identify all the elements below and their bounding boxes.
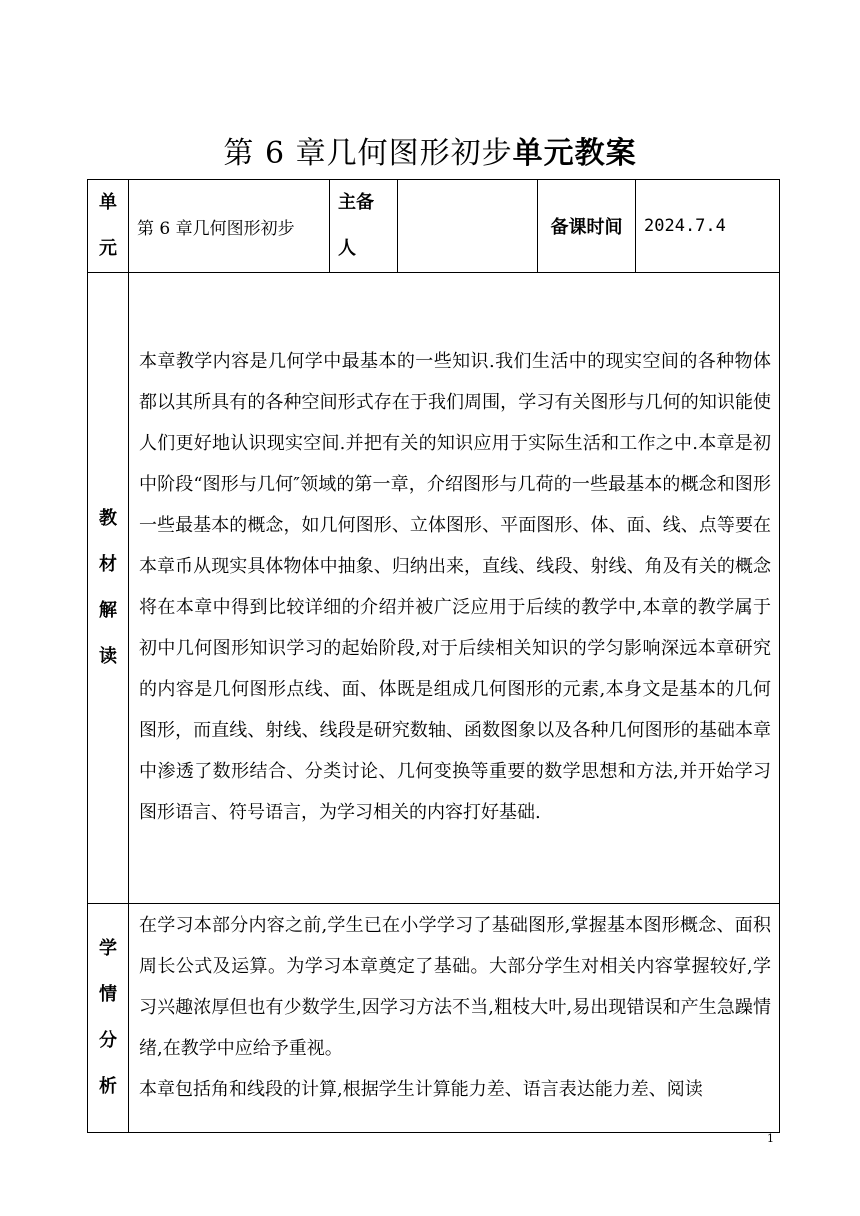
title-regular: 第 6 章几何图形初步 <box>223 136 513 171</box>
analysis-row <box>88 904 780 1133</box>
textbook-label: 教 材 解 读 <box>88 273 129 904</box>
unit-value: 第 6 章几何图形初步 <box>129 180 330 273</box>
textbook-row <box>88 273 780 904</box>
time-label: 备课时间 <box>538 180 636 273</box>
analysis-label: 学 情 分 析 <box>88 904 129 1133</box>
page-number: 1 <box>767 1132 774 1145</box>
title-bold: 单元教案 <box>512 136 637 171</box>
textbook-text: 本章教学内容是几何学中最基本的一些知识.我们生活中的现实空间的各种物体都以其所具有的各种空间形式存在于我们周围，学习有关图形与几何的知识能使人们更好地认识现实空间.并把有关的知识应用于实际生活和工作之中.本章是初中阶段“图形与几何″领域的第一章，介绍图形与几荷的一些最基本的概念和图形一些最基本的概念，如几何图形、立体图形、平面图形、体、面、线、点等要在本章币从现实具体物体中抽象、归纳出来，直线、线段、射线、角及有关的概念将在本章中得到比较详细的介绍并被广泛应用于后续的教学中,本章的教学属于初中几何图形知识学习的起始阶段,对于后续相关知识的学匀影响深远本章研究的内容是几何图形点线、面、体既是组成几何图形的元素,本身文是基本的几何图形，而直线、射线、线段是研究数轴、函数图象以及各种几何图形的基础本章中渗透了数形结合、分类讨论、几何变换等重要的数学思想和方法,并开始学习图形语言、符号语言，为学习相关的内容打好基础. <box>129 273 780 904</box>
analysis-text: 在学习本部分内容之前,学生已在小学学习了基础图形,掌握基本图形概念、面积周长公式及运算。为学习本章奠定了基础。大部分学生对相关内容掌握较好,学习兴趣浓厚但也有少数学生,因学习方法不当,粗枝大叶,易出现错误和产生急躁情绪,在教学中应给予重视。 本章包括角和线段的计算,根据学生计算能力差、语言表达能力差、阅读 <box>129 904 780 1133</box>
page-title <box>0 128 860 172</box>
time-value: 2024.7.4 <box>636 180 780 273</box>
preparer-label: 主备 人 <box>330 180 398 273</box>
preparer-value <box>398 180 538 273</box>
unit-label: 单 元 <box>88 180 129 273</box>
lesson-plan-table <box>87 179 780 1133</box>
header-row <box>88 180 780 273</box>
